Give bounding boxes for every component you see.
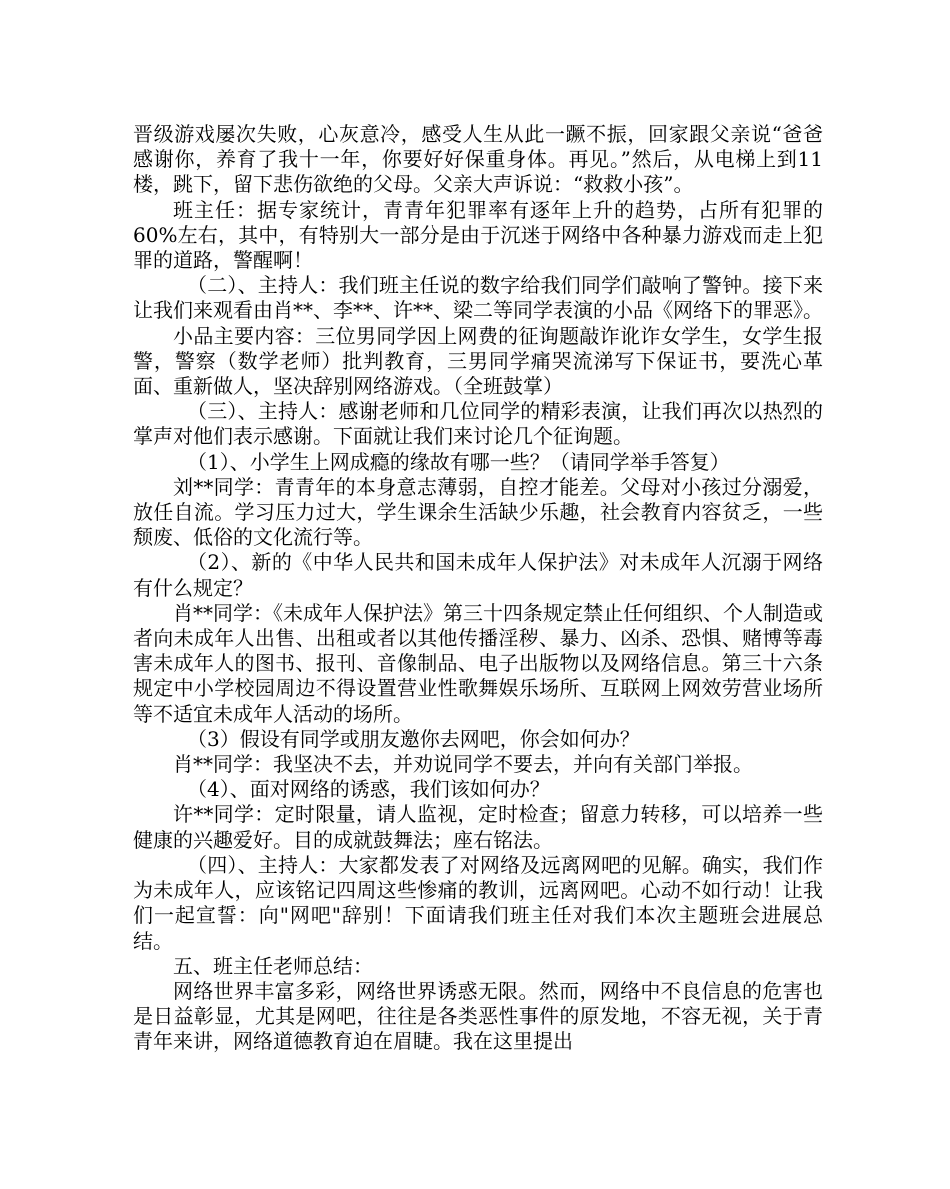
paragraph-5: （三）、主持人：感谢老师和几位同学的精彩表演，让我们再次以热烈的掌声对他们表示感谢。下面就让我们来讨论几个征询题。 xyxy=(133,399,823,449)
paragraph-8: （2）、新的《中华人民共和国未成年人保护法》对未成年人沉溺于网络有什么规定？ xyxy=(133,550,823,600)
paragraph-1: 晋级游戏屡次失败，心灰意冷，感受人生从此一蹶不振，回家跟父亲说“爸爸感谢你，养育了我十一年，你要好好保重身体。再见。”然后，从电梯上到11楼，跳下，留下悲伤欲绝的父母。父亲大声诉说：“救救小孩”。 xyxy=(133,122,823,197)
document-body xyxy=(133,122,823,1055)
paragraph-4: 小品主要内容：三位男同学因上网费的征询题敲诈讹诈女学生，女学生报警，警察（数学老师）批判教育，三男同学痛哭流涕写下保证书，要洗心革面、重新做人，坚决辞别网络游戏。（全班鼓掌） xyxy=(133,323,823,399)
paragraph-7: 刘**同学：青青年的本身意志薄弱，自控才能差。父母对小孩过分溺爱，放任自流。学习压力过大，学生课余生活缺少乐趣，社会教育内容贫乏，一些颓废、低俗的文化流行等。 xyxy=(133,474,823,550)
paragraph-14: （四）、主持人：大家都发表了对网络及远离网吧的见解。确实，我们作为未成年人，应该铭记四周这些惨痛的教训，远离网吧。心动不如行动！让我们一起宣誓：向"网吧"辞别！下面请我们班主任对我们本次主题班会进展总结。 xyxy=(133,852,823,953)
paragraph-11: 肖**同学：我坚决不去，并劝说同学不要去，并向有关部门举报。 xyxy=(173,752,753,777)
paragraph-15: 五、班主任老师总结： xyxy=(173,953,373,978)
paragraph-6: （1）、小学生上网成瘾的缘故有哪一些？（请同学举手答复） xyxy=(187,449,730,474)
paragraph-2: 班主任：据专家统计，青青年犯罪率有逐年上升的趋势，占所有犯罪的60%左右，其中，有特别大一部分是由于沉迷于网络中各种暴力游戏而走上犯罪的道路，警醒啊！ xyxy=(133,197,823,273)
paragraph-10: （3）假设有同学或朋友邀你去网吧，你会如何办？ xyxy=(187,726,640,751)
paragraph-16: 网络世界丰富多彩，网络世界诱惑无限。然而，网络中不良信息的危害也是日益彰显，尤其是网吧，往往是各类恶性事件的原发地，不容无视，关于青青年来讲，网络道德教育迫在眉睫。我在这里提出 xyxy=(133,978,823,1054)
paragraph-13: 许**同学：定时限量，请人监视，定时检查；留意力转移，可以培养一些健康的兴趣爱好。目的成就鼓舞法；座右铭法。 xyxy=(133,802,823,852)
paragraph-3: （二）、主持人：我们班主任说的数字给我们同学们敲响了警钟。接下来让我们来观看由肖**、李**、许**、梁二等同学表演的小品《网络下的罪恶》。 xyxy=(133,273,823,323)
paragraph-12: （4）、面对网络的诱惑，我们该如何办？ xyxy=(187,777,550,802)
paragraph-9: 肖**同学：《未成年人保护法》第三十四条规定禁止任何组织、个人制造或者向未成年人出售、出租或者以其他传播淫秽、暴力、凶杀、恐惧、赌博等毒害未成年人的图书、报刊、音像制品、电子出版物以及网络信息。第三十六条规定中小学校园周边不得设置营业性歌舞娱乐场所、互联网上网效劳营业场所等不适宜未成年人活动的场所。 xyxy=(133,600,823,726)
